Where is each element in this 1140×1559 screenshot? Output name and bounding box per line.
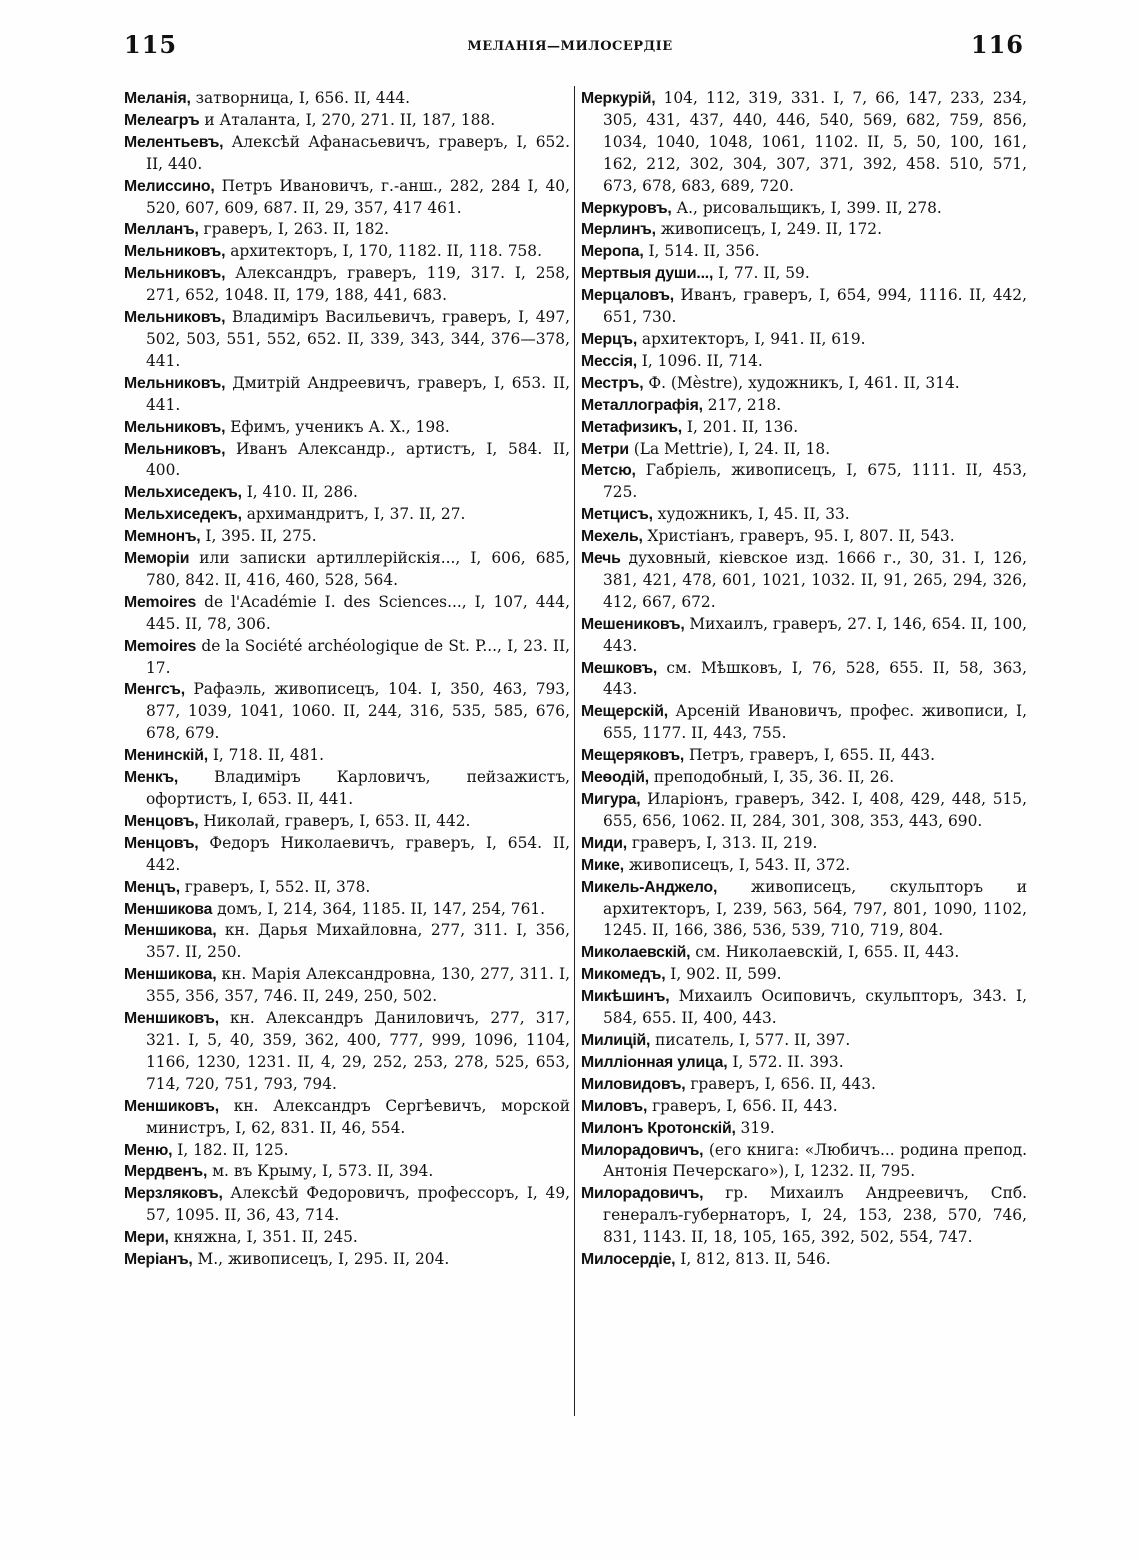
page-number-right: 116 [970,30,1024,59]
entry-headword: Менгсъ, [124,681,185,699]
entry-headword: Менцовъ, [124,834,199,852]
entry-headword: Меншикова, [124,922,217,940]
entry-headword: Меропа, [581,243,644,261]
entry-references: живописецъ, скульпторъ и архитекторъ, I, 239, 563, 564, 797, 801, 1090, 1102, 1245. II, 166, 386, 536, 539, 710, 719, 804. [603,877,1027,940]
entry-headword: Милорадовичъ, [581,1141,704,1159]
entry-headword: Микомедъ, [581,966,666,984]
entry-headword: Милицій, [581,1031,651,1049]
index-entry [581,855,1027,877]
entry-headword: Метсю, [581,462,636,480]
entry-references: I, 201. II, 136. [681,417,799,436]
entry-headword: Memoires [124,637,197,655]
entry-references: М., живописецъ, I, 295. II, 204. [192,1250,450,1269]
page-number-left: 115 [124,30,178,59]
entry-references: Дмитрій Андреевичъ, граверъ, I, 653. II, 441. [146,373,570,414]
entry-references: Михаилъ Осиповичъ, скульпторъ, 343. I, 584, 655. II, 400, 443. [603,987,1027,1028]
index-entry [124,964,570,1008]
index-entry [581,1140,1027,1184]
index-entry [124,417,570,439]
index-entry [581,198,1027,220]
entry-references: Габріель, живописецъ, I, 675, 1111. II, 453, 725. [603,461,1027,502]
entry-references: кн. Марія Александровна, 130, 277, 311. I, 355, 356, 357, 746. II, 249, 250, 502. [146,965,570,1006]
entry-references: художникъ, I, 45. II, 33. [652,505,850,524]
entry-references: см. Мѣшковъ, I, 76, 528, 655. II, 58, 363, 443. [603,658,1027,699]
entry-headword: Миловъ, [581,1097,648,1115]
entry-references: Федоръ Николаевичъ, граверъ, I, 654. II, 442. [146,833,570,874]
entry-references: живописецъ, I, 249. II, 172. [655,220,882,239]
entry-references: кн. Александръ Сергѣевичъ, морской министръ, I, 62, 831. II, 46, 554. [146,1096,570,1137]
entry-headword: Миди, [581,834,627,852]
index-entry [124,899,570,921]
entry-headword: Миколаевскій, [581,944,691,962]
entry-references: Петръ Ивановичъ, г.-анш., 282, 284 I, 40, 520, 607, 609, 687. II, 29, 357, 417 461. [146,176,570,217]
entry-headword: Метафизикъ, [581,418,682,436]
entry-headword: Мерцаловъ, [581,287,674,305]
entry-references: Михаилъ, граверъ, 27. I, 146, 654. II, 100, 443. [603,614,1027,655]
entry-headword: Менинскій, [124,747,208,765]
index-entry [581,701,1027,745]
entry-headword: Мери, [124,1229,169,1247]
entry-headword: Меню, [124,1141,173,1159]
index-entry [124,767,570,811]
index-entry [124,1227,570,1249]
entry-references: архитекторъ, I, 941. II, 619. [637,329,866,348]
index-entry [581,614,1027,658]
entry-headword: Мельхиседекъ, [124,484,242,502]
entry-references: I, 718. II, 481. [207,746,325,765]
index-entry [581,395,1027,417]
entry-headword: Местръ, [581,374,644,392]
entry-headword: Менцъ, [124,878,180,896]
index-entry [124,833,570,877]
entry-headword: Мемнонъ, [124,528,201,546]
index-entry [581,285,1027,329]
entry-headword: Мердвенъ, [124,1163,208,1181]
entry-headword: Меркуровъ, [581,199,672,217]
entry-headword: Мельниковъ, [124,309,226,327]
index-entry [124,592,570,636]
entry-references: затворница, I, 656. II, 444. [190,89,411,107]
entry-headword: Меншиковъ, [124,1097,219,1115]
entry-headword: Милонъ Кротонскій, [581,1119,736,1137]
index-entry [581,351,1027,373]
entry-headword: Мике, [581,856,624,874]
entry-headword: Мешковъ, [581,659,658,677]
entry-headword: Метцисъ, [581,506,653,524]
entry-references: живописецъ, I, 543. II, 372. [623,855,851,874]
index-entry [581,460,1027,504]
index-entry [124,920,570,964]
entry-headword: Мельниковъ, [124,374,226,392]
entry-references: гр. Михаилъ Андреевичъ, Спб. генералъ-губернаторъ, I, 24, 153, 238, 570, 746, 831, 1143. II, 18, 105, 165, 392, 502, 554, 747. [603,1184,1027,1247]
entry-headword: Мелентьевъ, [124,133,224,151]
entry-references: княжна, I, 351. II, 245. [168,1228,358,1247]
index-entry [581,373,1027,395]
index-entry [581,439,1027,461]
index-entry [581,1052,1027,1074]
index-entry [581,767,1027,789]
left-column [124,88,570,1271]
entry-headword: Мессія, [581,352,637,370]
index-entry [124,504,570,526]
entry-references: писатель, I, 577. II, 397. [650,1030,851,1049]
entry-references: Александръ, граверъ, 119, 317. I, 258, 271, 652, 1048. II, 179, 188, 441, 683. [146,264,570,305]
column-divider [574,86,575,1416]
entry-references: (La Mettrie), I, 24. II, 18. [628,439,831,458]
entry-references: I, 395. II, 275. [200,527,317,546]
index-entry [124,548,570,592]
entry-headword: Метри [581,440,629,458]
index-entry [124,132,570,176]
entry-references: граверъ, I, 656. II, 443. [647,1096,838,1115]
running-title: МЕЛАНІЯ—МИЛОСЕРДІЕ [467,39,673,54]
entry-references: кн. Дарья Михайловна, 277, 311. I, 356, 357. II, 250. [146,921,570,962]
index-entry [581,964,1027,986]
entry-references: I, 812, 813. II, 546. [675,1250,831,1269]
entry-references: А., рисовальщикъ, I, 399. II, 278. [671,198,942,217]
entry-references: Владиміръ Васильевичъ, граверъ, I, 497, 502, 503, 551, 552, 652. II, 339, 343, 344, 376—378, 441. [146,308,570,370]
entry-references: Арсеній Ивановичъ, профес. живописи, I, 655, 1177. II, 443, 755. [603,702,1027,743]
right-column [581,88,1027,1271]
entry-headword: Мертвыя души..., [581,265,714,283]
index-entry [124,745,570,767]
entry-headword: Меріанъ, [124,1251,193,1269]
index-entry [581,986,1027,1030]
index-entry [124,219,570,241]
index-entry [124,88,570,110]
entry-references: Иванъ Александр., артистъ, I, 584. II, 400. [146,439,570,480]
entry-references: архитекторъ, I, 170, 1182. II, 118. 758. [225,242,542,261]
entry-headword: Меѳодій, [581,769,649,787]
entry-references: граверъ, I, 313. II, 219. [627,833,818,852]
index-entry [124,110,570,132]
entry-references: Ф. (Mèstre), художникъ, I, 461. II, 314. [643,373,960,392]
index-entry [581,1118,1027,1140]
entry-references: или записки артиллерійскія..., I, 606, 685, 780, 842. II, 416, 460, 528, 564. [146,549,570,589]
index-entry [581,548,1027,614]
entry-headword: Memoires [124,593,197,611]
entry-references: Алексѣй Афанасьевичъ, граверъ, I, 652. II, 440. [146,132,570,173]
entry-headword: Меншиковъ, [124,1010,219,1028]
index-entry [124,811,570,833]
entry-headword: Микель-Анджело, [581,878,718,896]
index-entry [124,1183,570,1227]
entry-references: (его книга: «Любичъ... родина препод. Антонія Печерскаго»), I, 1232. II, 795. [603,1140,1027,1181]
entry-references: de l'Académie I. des Sciences..., I, 107, 444, 445. II, 78, 306. [146,592,570,633]
entry-headword: Меншикова [124,900,213,918]
index-entry [124,1096,570,1140]
entry-references: I, 514. II, 356. [643,242,760,261]
entry-headword: Мелеагръ [124,111,200,129]
index-entry [581,833,1027,855]
entry-references: de la Société archéologique de St. P..., I, 23. II, 17. [146,636,570,677]
index-entry [581,745,1027,767]
index-entry [581,942,1027,964]
index-entry [581,1183,1027,1249]
entry-headword: Милосердіе, [581,1251,676,1269]
entry-references: I, 77. II, 59. [713,264,810,283]
entry-headword: Мельниковъ, [124,243,226,261]
entry-references: I, 572. II. 393. [727,1052,844,1071]
entry-headword: Мечь [581,550,621,568]
index-entry [124,373,570,417]
index-entry [581,1030,1027,1052]
entry-headword: Мельниковъ, [124,418,226,436]
entry-headword: Мехель, [581,528,643,546]
entry-references: домъ, I, 214, 364, 1185. II, 147, 254, 761. [212,899,546,918]
index-entry [581,329,1027,351]
index-entry [124,439,570,483]
entry-headword: Микѣшинъ, [581,988,670,1006]
index-entry [124,526,570,548]
index-entry [581,1249,1027,1271]
entry-headword: Менцовъ, [124,812,199,830]
index-entry [581,877,1027,943]
entry-headword: Металлографія, [581,396,703,414]
index-entry [124,241,570,263]
entry-headword: Мешениковъ, [581,615,685,633]
index-entry [581,789,1027,833]
entry-headword: Мелланъ, [124,221,199,239]
index-entry [124,1249,570,1271]
entry-references: духовный, кіевское изд. 1666 г., 30, 31. I, 126, 381, 421, 478, 601, 1021, 1032. II, 91, 265, 294, 326, 412, 667, 672. [603,549,1027,611]
index-entry [581,417,1027,439]
entry-references: I, 182. II, 125. [172,1140,289,1159]
entry-references: 104, 112, 319, 331. I, 7, 66, 147, 233, 234, 305, 431, 437, 440, 446, 540, 569, 682, 759, 856, 1034, 1040, 1048, 1061, 1102. II, 5, 50, 100, 161, 162, 212, 302, 304, 307, 371, 392, 458. 510, 571, 673, 678, 683, 689, 720. [603,89,1027,195]
entry-references: Петръ, граверъ, I, 655. II, 443. [684,746,935,765]
entry-headword: Миловидовъ, [581,1075,686,1093]
entry-headword: Милліонная улица, [581,1053,728,1071]
entry-references: I, 410. II, 286. [241,483,358,502]
entry-references: Николай, граверъ, I, 653. II, 442. [198,811,471,830]
entry-headword: Меланія, [124,90,191,107]
entry-references: граверъ, I, 656. II, 443. [685,1074,876,1093]
index-entry [124,263,570,307]
entry-headword: Мельхиседекъ, [124,506,242,524]
entry-references: см. Николаевскій, I, 655. II, 443. [690,943,960,962]
index-entry [581,88,1027,198]
entry-references: граверъ, I, 263. II, 182. [198,220,390,239]
entry-references: кн. Александръ Даниловичъ, 277, 317, 321. I, 5, 40, 359, 362, 400, 777, 999, 1096, 1104, 1166, 1230, 1231. II, 4, 29, 252, 253, 278, 525, 653, 714, 720, 751, 793, 794. [146,1009,570,1093]
entry-headword: Мерлинъ, [581,221,656,239]
entry-references: I, 1096. II, 714. [636,351,763,370]
entry-references: м. въ Крыму, I, 573. II, 394. [207,1162,434,1181]
index-entry [124,1161,570,1183]
entry-references: 217, 218. [702,395,782,414]
index-entry [581,1074,1027,1096]
entry-references: Рафаэль, живописецъ, 104. I, 350, 463, 793, 877, 1039, 1041, 1060. II, 244, 316, 535, 585, 676, 678, 679. [146,680,570,743]
entry-headword: Мещеряковъ, [581,747,685,765]
index-entry [124,1140,570,1162]
entry-references: Иларіонъ, граверъ, 342. I, 408, 429, 448, 515, 655, 656, 1062. II, 284, 301, 308, 353, 443, 690. [603,790,1027,830]
index-entry [581,1096,1027,1118]
entry-headword: Милорадовичъ, [581,1185,704,1203]
entry-references: преподобный, I, 35, 36. II, 26. [648,768,895,787]
page-header [0,30,1140,70]
entry-headword: Менкъ, [124,769,179,787]
index-entry [124,877,570,899]
index-entry [124,307,570,373]
index-entry [581,658,1027,702]
index-entry [124,636,570,680]
entry-references: I, 902. II, 599. [665,965,782,984]
entry-headword: Мельниковъ, [124,440,226,458]
entry-references: граверъ, I, 552. II, 378. [179,877,371,896]
index-entry [124,176,570,220]
entry-references: Алексѣй Федоровичъ, профессоръ, I, 49, 57, 1095. II, 36, 43, 714. [146,1184,570,1225]
entry-references: Владиміръ Карловичъ, пейзажистъ, офортистъ, I, 653. II, 441. [146,768,570,808]
entry-headword: Мерцъ, [581,330,638,348]
entry-headword: Меркурій, [581,90,656,107]
index-entry [581,263,1027,285]
entry-references: Ефимъ, ученикъ А. Х., 198. [225,417,450,436]
entry-headword: Мельниковъ, [124,265,226,283]
index-entry [124,679,570,745]
entry-references: 319. [735,1118,775,1137]
index-entry [124,482,570,504]
entry-references: архимандритъ, I, 37. II, 27. [241,505,466,524]
index-entry [581,504,1027,526]
entry-headword: Мигура, [581,791,641,808]
index-entry [581,219,1027,241]
entry-references: Христіанъ, граверъ, 95. I, 807. II, 543. [642,527,955,546]
entry-headword: Меморіи [124,550,190,568]
entry-references: и Аталанта, I, 270, 271. II, 187, 188. [199,110,496,129]
entry-headword: Мещерскій, [581,703,668,721]
index-entry [124,1008,570,1096]
index-entry [581,526,1027,548]
entry-references: Иванъ, граверъ, I, 654, 994, 1116. II, 442, 651, 730. [603,286,1027,327]
entry-headword: Меншикова, [124,966,217,984]
index-entry [581,241,1027,263]
entry-headword: Мелиссино, [124,177,215,195]
entry-headword: Мерзляковъ, [124,1185,223,1203]
